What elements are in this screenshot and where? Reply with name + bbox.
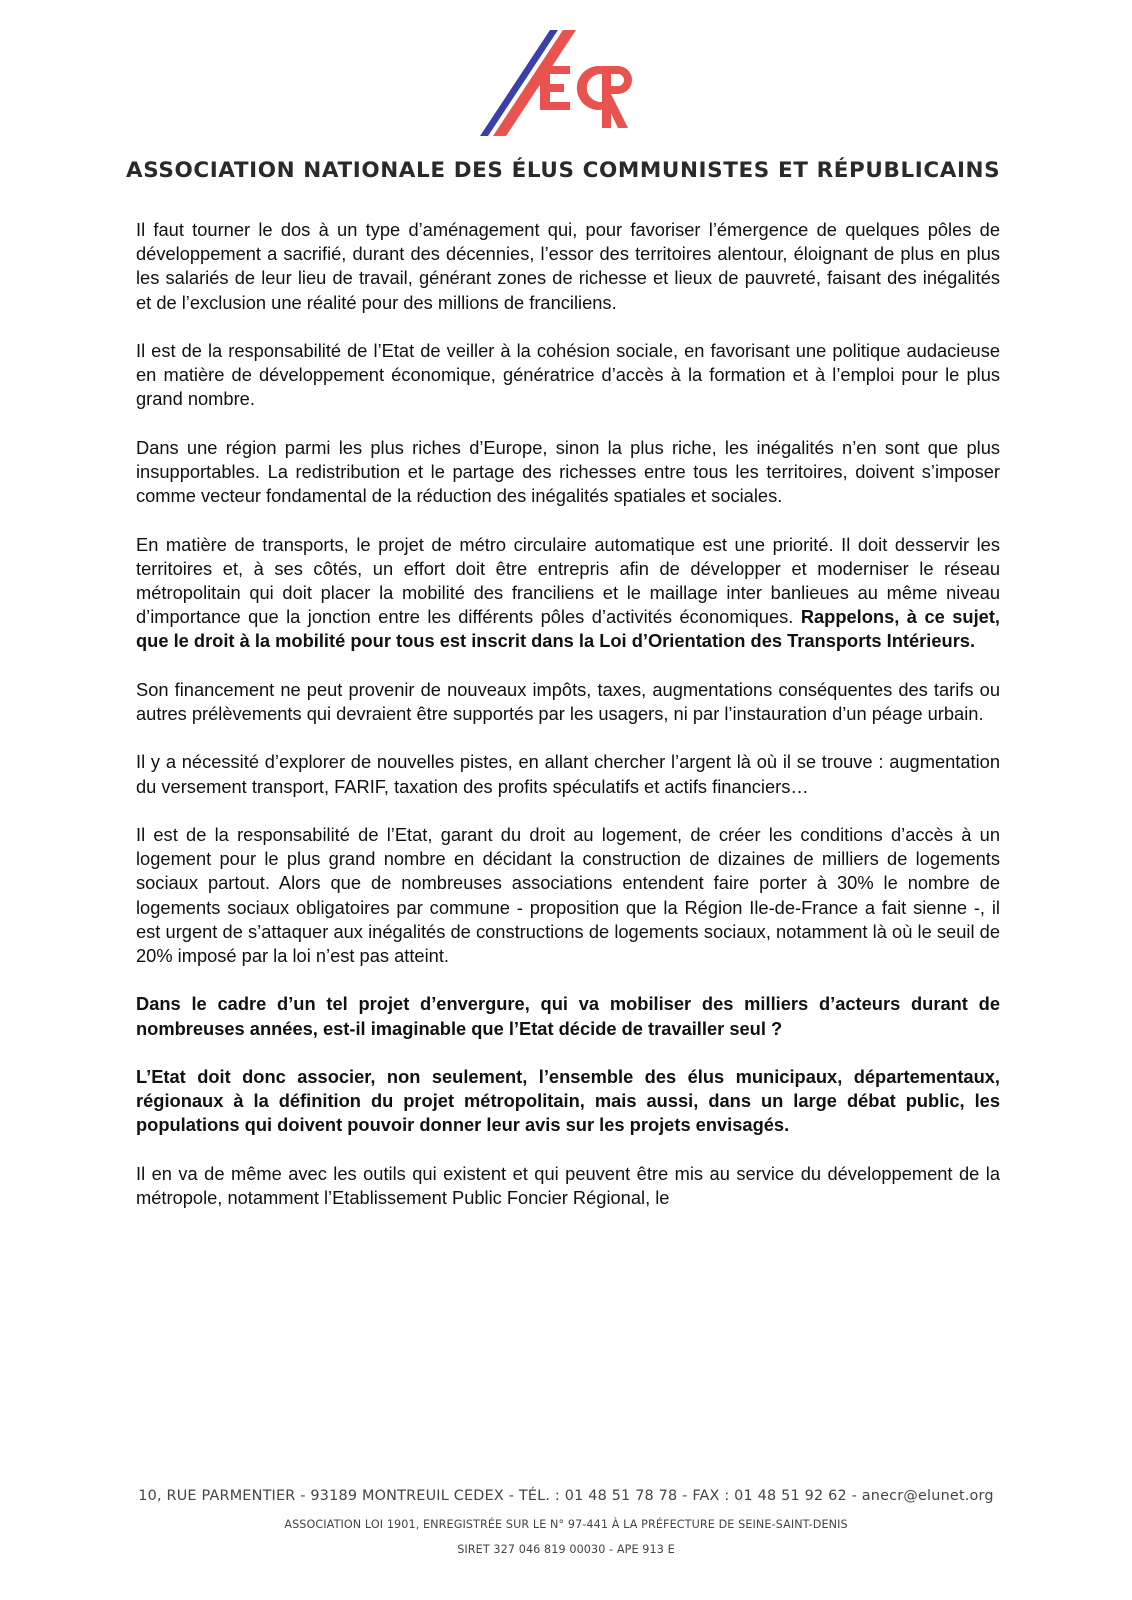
paragraph-3: Dans une région parmi les plus riches d’Europe, sinon la plus riche, les inégalités n’en sont que plus insupportables. La redistribution et le partage des richesses entre tous les territoires, doivent s’imposer comme vecteur fondamental de la réduction des inégalités spatiales et sociales. xyxy=(136,436,1000,507)
paragraph-1: Il faut tourner le dos à un type d’aménagement qui, pour favoriser l’émergence de quelques pôles de développement a sacrifié, durant des décennies, l’essor des territoires alentour, éloignant de plus en plus les salariés de leur lieu de travail, générant zones de richesse et lieux de pauvreté, faisant des inégalités et de l’exclusion une réalité pour des millions de franciliens. xyxy=(136,219,1000,313)
organization-title: ASSOCIATION NATIONALE DES ÉLUS COMMUNISTES ET RÉPUBLICAINS xyxy=(126,158,1001,183)
paragraph-4 xyxy=(136,533,1000,654)
footer-registration: ASSOCIATION LOI 1901, ENREGISTRÉE SUR LE N° 97-441 À LA PRÉFECTURE DE SEINE-SAINT-DENIS xyxy=(284,1518,848,1531)
anecr-logo xyxy=(480,28,650,143)
logo-white-stripe xyxy=(489,30,562,136)
paragraph-6: Il y a nécessité d’explorer de nouvelles pistes, en allant chercher l’argent là où il se trouve : augmentation du versement transport, FARIF, taxation des profits spéculatifs et actifs financiers… xyxy=(136,751,1000,797)
paragraph-7: Il est de la responsabilité de l’Etat, garant du droit au logement, de créer les conditions d’accès à un logement pour le plus grand nombre en décidant la construction de dizaines de milliers de logements sociaux partout. Alors que de nombreuses associations entendent faire porter à 30% le nombre de logements sociaux obligatoires par commune - proposition que la Région Ile-de-France a fait sienne -, il est urgent de s’attaquer aux inégalités de constructions de logements sociaux, notamment là où le seuil de 20% imposé par la loi n’est pas atteint. xyxy=(136,823,1000,966)
logo-letters xyxy=(540,66,632,128)
document-body xyxy=(136,218,1000,1234)
paragraph-4-text: En matière de transports, le projet de métro circulaire automatique est une priorité. Il doit desservir les territoires et, à ses côtés, un effort doit être entrepris afin de développer et moderniser le réseau métropolitain qui doit placer la mobilité des franciliens et le maillage inter banlieues au même niveau d’importance que la jonction entre les différents pôles d’activités économiques. xyxy=(136,533,1000,628)
footer-siret: SIRET 327 046 819 00030 - APE 913 E xyxy=(457,1543,675,1556)
footer-address: 10, RUE PARMENTIER - 93189 MONTREUIL CEDEX - TÉL. : 01 48 51 78 78 - FAX : 01 48 51 92 62 - anecr@elunet.org xyxy=(138,1488,994,1504)
paragraph-9-bold: L’Etat doit donc associer, non seulement, l’ensemble des élus municipaux, départementaux, régionaux à la définition du projet métropolitain, mais aussi, dans un large débat public, les populations qui doivent pouvoir donner leur avis sur les projets envisagés. xyxy=(136,1065,1000,1136)
paragraph-10: Il en va de même avec les outils qui existent et qui peuvent être mis au service du développement de la métropole, notamment l’Etablissement Public Foncier Régional, le xyxy=(136,1162,1000,1208)
paragraph-8 xyxy=(136,992,1000,1040)
paragraph-9 xyxy=(136,1065,1000,1138)
paragraph-4-bold: Rappelons, à ce sujet, que le droit à la mobilité pour tous est inscrit dans la Loi d’Orientation des Transports Intérieurs. xyxy=(136,606,1000,652)
paragraph-5: Son financement ne peut provenir de nouveaux impôts, taxes, augmentations conséquentes des tarifs ou autres prélèvements qui devraient être supportés par les usagers, ni par l’instauration d’un péage urbain. xyxy=(136,678,1000,724)
logo-red-stripe xyxy=(493,30,576,136)
paragraph-8-bold: Dans le cadre d’un tel projet d’envergure, qui va mobiliser des milliers d’acteurs durant de nombreuses années, est-il imaginable que l’Etat décide de travailler seul ? xyxy=(136,993,1000,1039)
paragraph-2: Il est de la responsabilité de l’Etat de veiller à la cohésion sociale, en favorisant une politique audacieuse en matière de développement économique, génératrice d’accès à la formation et à l’emploi pour le plus grand nombre. xyxy=(136,340,1000,410)
